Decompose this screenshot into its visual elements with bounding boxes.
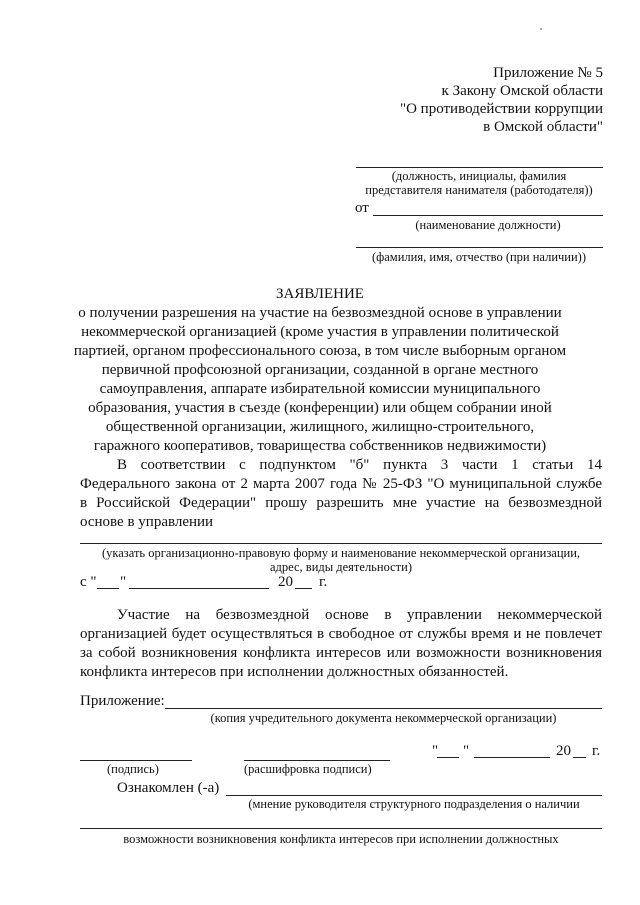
para1-line-4: основе в управлении bbox=[80, 514, 214, 530]
document-heading: ЗАЯВЛЕНИЕ bbox=[276, 286, 364, 302]
signature-caption: (подпись) bbox=[107, 762, 159, 776]
recipient-caption-2: представителя нанимателя (работодателя)) bbox=[365, 183, 593, 197]
organization-line[interactable] bbox=[80, 543, 602, 544]
organization-caption-1: (указать организационно-правовую форму и наименование некоммерческой организации, bbox=[101, 546, 581, 560]
sign-date-day-field[interactable] bbox=[437, 757, 459, 758]
sign-date-year-field[interactable] bbox=[573, 757, 586, 758]
date-year-field[interactable] bbox=[295, 588, 312, 589]
from-label: от bbox=[355, 200, 369, 216]
title-line-1: о получении разрешения на участие на безвозмездной основе в управлении bbox=[78, 305, 562, 321]
date-month-field[interactable] bbox=[129, 588, 269, 589]
title-line-8: гаражного кооперативов, товарищества собственников недвижимости) bbox=[93, 438, 547, 454]
sign-date-quote-close: " bbox=[463, 743, 470, 759]
appendix-line-1: Приложение № 5 bbox=[493, 65, 603, 81]
para2-line-2: организацией будет осуществляться в свободное от службы время и не повлечет bbox=[80, 626, 602, 642]
scan-speck bbox=[540, 28, 542, 30]
para1-line-1: В соответствии с подпунктом "б" пункта 3 части 1 статьи 14 bbox=[117, 457, 602, 473]
date-day-field[interactable] bbox=[97, 588, 119, 589]
para2-line-3: за собой возникновения конфликта интересов или возможности возникновения bbox=[80, 645, 602, 661]
sign-date-year-prefix: 20 bbox=[556, 743, 571, 759]
para2-line-4: конфликта интересов при исполнении должностных обязанностей. bbox=[80, 664, 509, 680]
recipient-caption-1: (должность, инициалы, фамилия bbox=[391, 169, 567, 183]
organization-caption-2: адрес, виды деятельности) bbox=[269, 560, 412, 574]
signature-decode-caption: (расшифровка подписи) bbox=[244, 762, 372, 776]
recipient-line[interactable] bbox=[356, 167, 603, 168]
fullname-line[interactable] bbox=[356, 247, 603, 248]
date-quote-close: " bbox=[120, 574, 127, 590]
para1-line-3: в Российской Федерации" прошу разрешить мне участие на безвозмездной bbox=[80, 495, 602, 511]
attachment-label: Приложение: bbox=[80, 693, 165, 709]
sign-date-year-suffix: г. bbox=[592, 743, 601, 759]
appendix-line-3: "О противодействии коррупции bbox=[399, 101, 603, 117]
acquainted-caption-2: возможности возникновения конфликта интересов при исполнении должностных bbox=[123, 832, 559, 846]
title-line-2: некоммерческой организацией (кроме участия в управлении политической bbox=[81, 324, 559, 340]
acquainted-caption-1: (мнение руководителя структурного подразделения о наличии bbox=[248, 797, 580, 811]
opinion-line[interactable] bbox=[80, 828, 602, 829]
title-line-6: образования, участия в съезде (конференции) или общем собрании иной bbox=[88, 400, 552, 416]
title-line-3: партией, органом профессионального союза, в том числе выборным органом bbox=[73, 343, 567, 359]
signature-line[interactable] bbox=[80, 760, 192, 761]
appendix-line-2: к Закону Омской области bbox=[441, 83, 603, 99]
para2-line-1: Участие на безвозмездной основе в управлении некоммерческой bbox=[117, 607, 602, 623]
date-year-prefix: 20 bbox=[278, 574, 293, 590]
date-year-suffix: г. bbox=[319, 574, 328, 590]
acquainted-line[interactable] bbox=[226, 795, 602, 796]
title-line-5: самоуправления, аппарате избирательной комиссии муниципального bbox=[99, 381, 541, 397]
signature-decode-line[interactable] bbox=[244, 760, 390, 761]
date-from-prefix: с " bbox=[80, 574, 97, 590]
title-line-4: первичной профсоюзной организации, созданной в органе местного bbox=[101, 362, 539, 378]
position-caption: (наименование должности) bbox=[415, 218, 561, 232]
title-line-7: общественной организации, жилищного, жилищно-строительного, bbox=[105, 419, 535, 435]
acquainted-label: Ознакомлен (-а) bbox=[117, 780, 220, 796]
sign-date-quote-open: " bbox=[432, 743, 439, 759]
para1-line-2: Федерального закона от 2 марта 2007 года № 25-ФЗ "О муниципальной службе bbox=[80, 476, 602, 492]
attachment-caption: (копия учредительного документа некоммерческой организации) bbox=[210, 711, 557, 725]
attachment-line[interactable] bbox=[165, 708, 602, 709]
position-line[interactable] bbox=[373, 215, 603, 216]
fullname-caption: (фамилия, имя, отчество (при наличии)) bbox=[371, 250, 586, 264]
sign-date-month-field[interactable] bbox=[474, 757, 550, 758]
appendix-line-4: в Омской области" bbox=[483, 119, 603, 135]
